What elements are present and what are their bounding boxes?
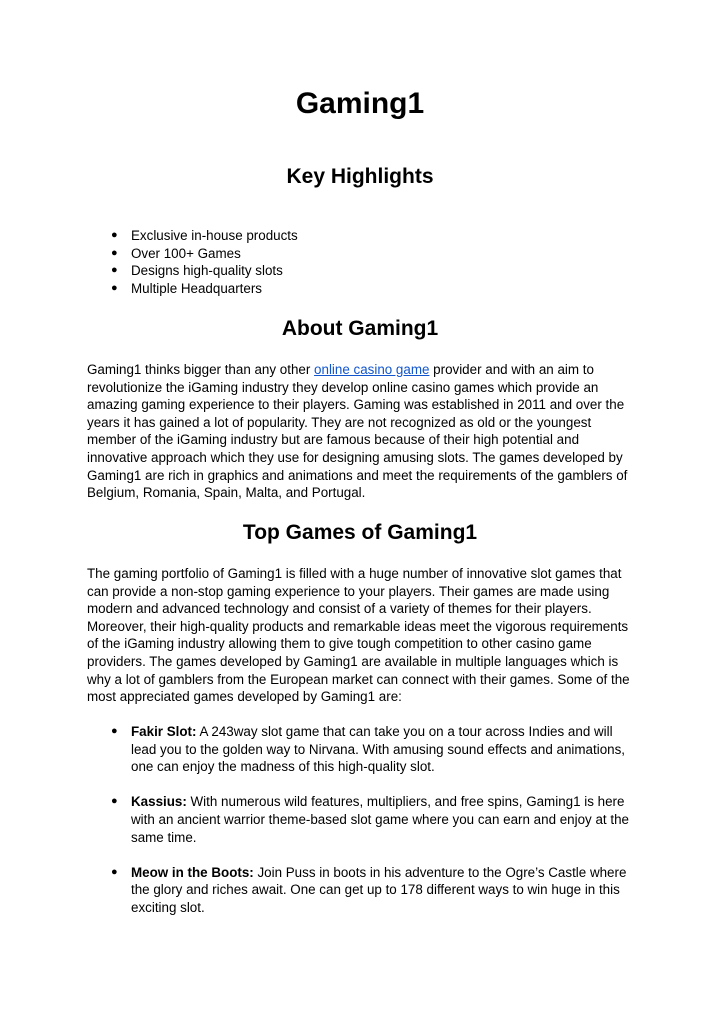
key-highlights-heading: Key Highlights bbox=[286, 165, 434, 188]
list-item bbox=[0, 280, 720, 298]
bullet-icon: ● bbox=[111, 246, 118, 259]
game-description: With numerous wild features, multipliers, and free spins, Gaming1 is here with an ancient warrior theme-based slot game where you can earn and enjoy at the same time. bbox=[131, 794, 629, 845]
highlight-text: Exclusive in-house products bbox=[131, 228, 298, 243]
about-heading: About Gaming1 bbox=[281, 317, 439, 340]
top-games-heading: Top Games of Gaming1 bbox=[242, 521, 478, 544]
bullet-icon: ● bbox=[111, 281, 118, 294]
game-description: A 243way slot game that can take you on a tour across Indies and will lead you to the golden way to Nirvana. With amusing sound effects and animations, one can enjoy the madness of this high-quality slot. bbox=[131, 724, 626, 775]
list-item bbox=[0, 245, 720, 263]
highlight-text: Designs high-quality slots bbox=[131, 263, 283, 279]
bullet-icon: ● bbox=[111, 725, 118, 737]
about-text-end: provider and with an aim to revolutionize the iGaming industry they develop online casino games which provide an amazing gaming experience to their players. Gaming was established in 2011 and over the years it has gained a lot of popularity. They are not recognized as old or the youngest member of the iGaming industry but are famous because of their high potential and innovative approach which they use for designing amusing slots. The games developed by Gaming1 are rich in graphics and animations and meet the requirements of the gamblers of Belgium, Romania, Spain, Malta, and Portugal. bbox=[87, 362, 628, 501]
page-title: Gaming1 bbox=[295, 87, 425, 120]
bullet-icon: ● bbox=[111, 865, 118, 878]
list-item bbox=[0, 793, 720, 846]
highlights-list bbox=[0, 227, 720, 297]
list-item bbox=[0, 262, 720, 280]
online-casino-game-link[interactable]: online casino game bbox=[314, 362, 430, 377]
about-text-start: Gaming1 thinks bigger than any other bbox=[87, 362, 315, 377]
highlight-text: Multiple Headquarters bbox=[131, 280, 262, 296]
bullet-icon: ● bbox=[111, 264, 118, 277]
list-item bbox=[0, 723, 720, 776]
highlight-text: Over 100+ Games bbox=[131, 245, 241, 261]
game-name: Kassius: bbox=[131, 794, 187, 810]
top-games-intro: The gaming portfolio of Gaming1 is filled with a huge number of innovative slot games that can provide a non-stop gaming experience to your players. Their games are made using modern and advanced technology and consist of a variety of themes for their players. Moreover, their high-quality products and remarkable ideas meet the vigorous requirements of the iGaming industry allowing them to give tough competition to other casino game providers. The games developed by Gaming1 are available in multiple languages which is why a lot of gamblers from the European market can connect with their games. Some of the most appreciated games developed by Gaming1 are: bbox=[87, 566, 630, 705]
about-paragraph bbox=[87, 361, 635, 502]
games-list bbox=[0, 723, 720, 934]
bullet-icon: ● bbox=[111, 795, 118, 808]
game-name: Meow in the Boots: bbox=[131, 864, 254, 880]
list-item bbox=[0, 227, 720, 245]
game-name: Fakir Slot: bbox=[131, 724, 197, 739]
bullet-icon: ● bbox=[111, 229, 118, 241]
list-item bbox=[0, 864, 720, 917]
game-description: Join Puss in boots in his adventure to the Ogre’s Castle where the glory and riches await. One can get up to 178 different ways to win huge in this exciting slot. bbox=[131, 864, 627, 915]
